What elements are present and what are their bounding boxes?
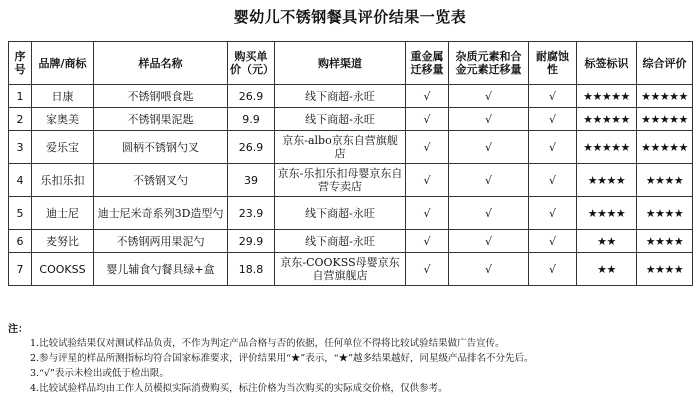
table-header-row [9, 42, 693, 85]
cell-overall-stars: ★★★★★ [637, 131, 693, 164]
cell-channel: 线下商超-永旺 [275, 85, 406, 108]
cell-no: 4 [9, 164, 32, 197]
cell-corrosion: √ [529, 108, 577, 131]
header-price: 购买单价（元） [228, 42, 275, 85]
header-brand: 品牌/商标 [32, 42, 94, 85]
header-no: 序号 [9, 42, 32, 85]
cell-overall-stars: ★★★★★ [637, 85, 693, 108]
note-item: 2.参与评星的样品所测指标均符合国家标准要求，评价结果用“★”表示，“★”越多结果越好，同星级产品排名不分先后。 [30, 353, 534, 364]
cell-sample-name: 婴儿辅食勺餐具绿+盒 [94, 253, 228, 286]
note-item: 3.“√”表示未检出或低于检出限。 [30, 368, 169, 379]
cell-impurity: √ [449, 197, 529, 230]
cell-label-stars: ★★★★★ [577, 85, 637, 108]
cell-label-stars: ★★★★ [577, 164, 637, 197]
cell-channel: 线下商超-永旺 [275, 197, 406, 230]
cell-label-stars: ★★★★★ [577, 108, 637, 131]
cell-price: 29.9 [228, 230, 275, 253]
cell-price: 23.9 [228, 197, 275, 230]
cell-corrosion: √ [529, 131, 577, 164]
cell-price: 39 [228, 164, 275, 197]
cell-sample-name: 迪士尼米奇系列3D造型勺 [94, 197, 228, 230]
cell-heavy-metal: √ [406, 197, 449, 230]
header-sample-name: 样品名称 [94, 42, 228, 85]
cell-overall-stars: ★★★★ [637, 197, 693, 230]
header-heavy-metal: 重金属迁移量 [406, 42, 449, 85]
table-row [9, 230, 693, 253]
cell-impurity: √ [449, 253, 529, 286]
cell-overall-stars: ★★★★★ [637, 108, 693, 131]
cell-no: 2 [9, 108, 32, 131]
cell-heavy-metal: √ [406, 230, 449, 253]
table-row [9, 253, 693, 286]
cell-heavy-metal: √ [406, 108, 449, 131]
cell-no: 5 [9, 197, 32, 230]
results-table [8, 41, 693, 286]
cell-channel: 京东-乐扣乐扣母婴京东自营专卖店 [275, 164, 406, 197]
header-overall: 综合评价 [637, 42, 693, 85]
cell-overall-stars: ★★★★ [637, 253, 693, 286]
cell-corrosion: √ [529, 85, 577, 108]
cell-impurity: √ [449, 85, 529, 108]
header-impurity: 杂质元素和合金元素迁移量 [449, 42, 529, 85]
cell-brand: 迪士尼 [32, 197, 94, 230]
cell-no: 7 [9, 253, 32, 286]
cell-impurity: √ [449, 131, 529, 164]
notes [8, 323, 692, 396]
cell-label-stars: ★★★★ [577, 197, 637, 230]
table-row [9, 197, 693, 230]
cell-sample-name: 不锈钢果泥匙 [94, 108, 228, 131]
cell-label-stars: ★★★★★ [577, 131, 637, 164]
note-item: 1.比较试验结果仅对测试样品负责，不作为判定产品合格与否的依据，任何单位不得将比较试验结果做广告宣传。 [30, 338, 505, 349]
table-row [9, 131, 693, 164]
table-row [9, 85, 693, 108]
cell-brand: 日康 [32, 85, 94, 108]
cell-channel: 京东-COOKSS母婴京东自营旗舰店 [275, 253, 406, 286]
cell-impurity: √ [449, 108, 529, 131]
cell-channel: 京东-albo京东自营旗舰店 [275, 131, 406, 164]
cell-price: 26.9 [228, 131, 275, 164]
cell-overall-stars: ★★★★ [637, 230, 693, 253]
cell-corrosion: √ [529, 164, 577, 197]
cell-brand: COOKSS [32, 253, 94, 286]
cell-price: 26.9 [228, 85, 275, 108]
cell-no: 1 [9, 85, 32, 108]
cell-sample-name: 不锈钢喂食匙 [94, 85, 228, 108]
header-label: 标签标识 [577, 42, 637, 85]
cell-brand: 麦努比 [32, 230, 94, 253]
page-title: 婴幼儿不锈钢餐具评价结果一览表 [233, 8, 467, 26]
cell-impurity: √ [449, 230, 529, 253]
note-item: 4.比较试验样品均由工作人员模拟实际消费购买，标注价格为当次购买的实际成交价格，仅供参考。 [30, 383, 448, 394]
cell-no: 3 [9, 131, 32, 164]
cell-label-stars: ★★ [577, 230, 637, 253]
cell-brand: 乐扣乐扣 [32, 164, 94, 197]
cell-brand: 家奥美 [32, 108, 94, 131]
cell-price: 18.8 [228, 253, 275, 286]
cell-corrosion: √ [529, 230, 577, 253]
cell-corrosion: √ [529, 253, 577, 286]
cell-channel: 线下商超-永旺 [275, 230, 406, 253]
cell-impurity: √ [449, 164, 529, 197]
table-row [9, 164, 693, 197]
cell-brand: 爱乐宝 [32, 131, 94, 164]
cell-label-stars: ★★ [577, 253, 637, 286]
cell-sample-name: 圆柄不锈钢勺叉 [94, 131, 228, 164]
cell-heavy-metal: √ [406, 131, 449, 164]
cell-heavy-metal: √ [406, 85, 449, 108]
cell-channel: 线下商超-永旺 [275, 108, 406, 131]
cell-sample-name: 不锈钢两用果泥勺 [94, 230, 228, 253]
cell-sample-name: 不锈钢叉勺 [94, 164, 228, 197]
cell-no: 6 [9, 230, 32, 253]
cell-price: 9.9 [228, 108, 275, 131]
cell-corrosion: √ [529, 197, 577, 230]
header-corrosion: 耐腐蚀性 [529, 42, 577, 85]
cell-heavy-metal: √ [406, 164, 449, 197]
cell-overall-stars: ★★★★ [637, 164, 693, 197]
cell-heavy-metal: √ [406, 253, 449, 286]
notes-heading: 注： [8, 324, 28, 335]
table-row [9, 108, 693, 131]
header-channel: 购样渠道 [275, 42, 406, 85]
